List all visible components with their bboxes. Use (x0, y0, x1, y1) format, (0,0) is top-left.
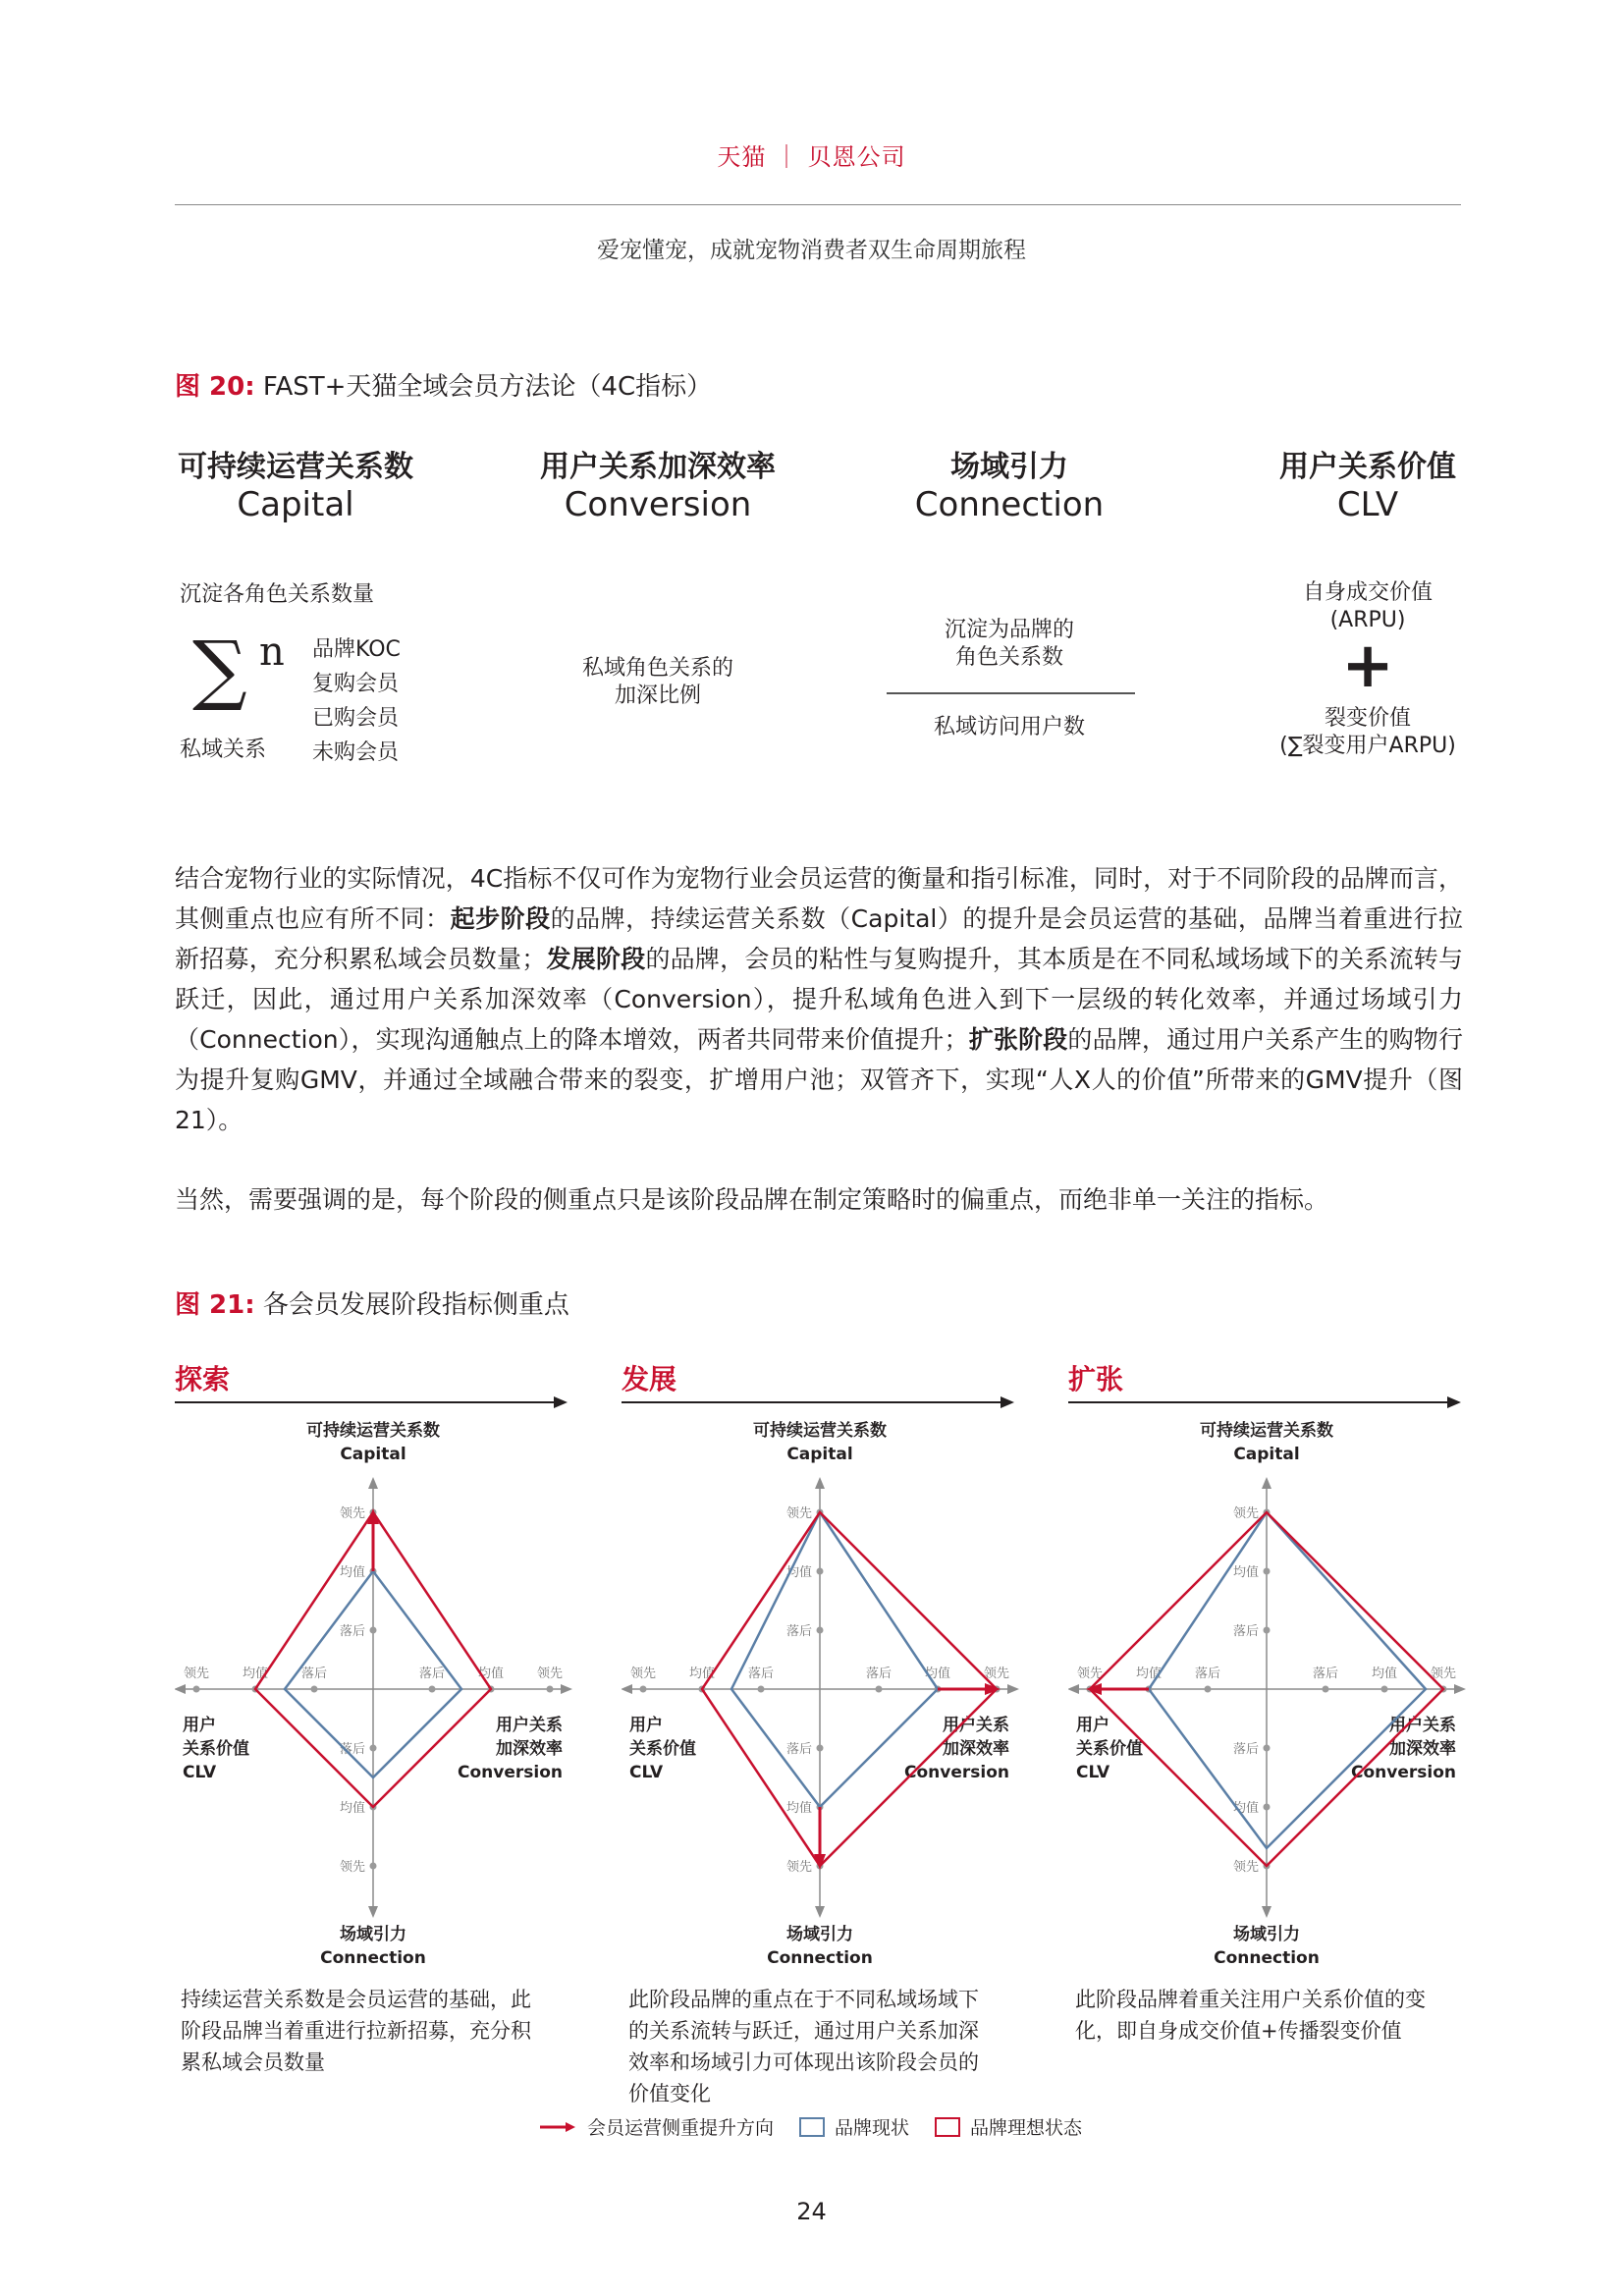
radar-chart-explore (175, 1385, 587, 1974)
axis-capital-zh: 可持续运营关系数 (753, 1421, 887, 1441)
axis-connection-en: Connection (320, 1948, 426, 1968)
tick-label: 落后 (865, 1667, 893, 1681)
axis-capital-en: Capital (340, 1445, 406, 1464)
tick-label: 落后 (1312, 1667, 1339, 1681)
p1-text: 品牌当着重进行拉新招募，充分积累私域会员数量； (175, 904, 1463, 973)
clv-fission-label: 裂变价值 (1324, 706, 1411, 731)
capital-top-text: 沉淀各角色关系数量 (180, 582, 375, 607)
col-clv-header (1206, 450, 1530, 524)
tick-label: 均值 (1371, 1667, 1398, 1681)
tick-label: 领先 (1430, 1667, 1457, 1681)
stage-title: 探索 (175, 1363, 231, 1395)
axis-arrow-right (1454, 1684, 1466, 1694)
axis-conversion-zh1: 用户关系 (943, 1716, 1009, 1735)
tick-label: 落后 (300, 1667, 328, 1681)
tick-dot (1264, 1568, 1271, 1575)
axis-arrow-up (1262, 1477, 1271, 1489)
capital-item: 品牌KOC (312, 637, 401, 662)
clv-arpu: (ARPU) (1329, 608, 1406, 632)
p1-text: 的品牌，通过用户关系产生的购物行为提升复购GMV，并通过全域融合带来的裂变，扩 (175, 1025, 1463, 1094)
capital-item: 已购会员 (312, 706, 400, 731)
tick-label: 落后 (785, 1742, 812, 1757)
col-conversion-header (496, 450, 820, 524)
axis-capital-en: Capital (786, 1445, 853, 1464)
desc-line: 累私域会员数量 (181, 2050, 325, 2074)
conversion-desc (496, 655, 820, 710)
tick-label: 领先 (785, 1860, 812, 1875)
axis-clv-en: CLV (183, 1763, 217, 1782)
axis-conversion-en: Conversion (904, 1763, 1009, 1782)
desc-line: 阶段品牌当着重进行拉新招募，充分积 (181, 2019, 531, 2043)
tick-dot (758, 1686, 765, 1693)
axis-connection-zh: 场域引力 (786, 1925, 853, 1944)
report-header: 天猫 ｜ 贝恩公司 (717, 143, 906, 171)
tick-dot (311, 1686, 318, 1693)
axis-arrow-right (561, 1684, 572, 1694)
desc-line: 此阶段品牌的重点在于不同私域场域下 (628, 1988, 979, 2011)
tick-label: 领先 (339, 1860, 365, 1875)
p1-bold-stage-expand: 扩张阶段 (968, 1025, 1068, 1054)
tick-label: 落后 (339, 1742, 365, 1757)
desc-line: 价值变化 (628, 2082, 711, 2105)
fig21-label: 图 21: (175, 1290, 255, 1320)
axis-clv-zh2: 关系价值 (629, 1739, 696, 1759)
stage-title: 扩张 (1068, 1363, 1124, 1395)
tick-label: 均值 (1232, 1565, 1259, 1580)
tick-dot (817, 1568, 824, 1575)
tick-label: 领先 (536, 1667, 564, 1681)
axis-arrow-down (1262, 1906, 1271, 1918)
col-connection-header (847, 450, 1171, 524)
stage-title: 发展 (622, 1363, 677, 1395)
tick-dot (547, 1686, 554, 1693)
axis-arrow-down (368, 1906, 378, 1918)
col-connection-zh: 场域引力 (950, 450, 1068, 484)
desc-line: 化，即自身成交价值+传播裂变价值 (1075, 2019, 1402, 2043)
axis-conversion-en: Conversion (458, 1763, 563, 1782)
fig21-title: 各会员发展阶段指标侧重点 (262, 1290, 569, 1320)
tick-dot (1264, 1627, 1271, 1634)
axis-conversion-zh2: 加深效率 (943, 1739, 1009, 1759)
tick-dot (817, 1745, 824, 1752)
radar-chart-develop (622, 1385, 1034, 1974)
col-clv-en: CLV (1336, 485, 1399, 524)
clv-arpu-label: 自身成交价值 (1302, 580, 1433, 605)
axis-clv-zh2: 关系价值 (183, 1739, 249, 1759)
stage-arrow-head (1001, 1396, 1014, 1408)
axis-arrow-up (815, 1477, 825, 1489)
sigma-n: n (259, 629, 285, 675)
capital-below-text: 私域关系 (180, 738, 267, 762)
tick-label: 落后 (747, 1667, 775, 1681)
tick-label: 均值 (924, 1667, 951, 1681)
axis-capital-en: Capital (1233, 1445, 1300, 1464)
radar-chart-expand (1068, 1385, 1481, 1974)
tick-label: 均值 (339, 1801, 365, 1816)
col-clv-zh: 用户关系价值 (1279, 450, 1456, 484)
tick-label: 均值 (688, 1667, 716, 1681)
tick-label: 领先 (1076, 1667, 1104, 1681)
fig20-title: FAST+天猫全域会员方法论（4C指标） (262, 372, 713, 402)
tick-dot (1323, 1686, 1329, 1693)
tick-label: 落后 (1194, 1667, 1221, 1681)
axis-conversion-en: Conversion (1351, 1763, 1456, 1782)
p1-text: 增用户池；双管齐下，实现“人X人的价值”所带来的GMV提升（图21）。 (175, 1066, 1464, 1134)
axis-arrow-left (1068, 1684, 1079, 1694)
col-capital-header (134, 450, 458, 524)
axis-clv-zh1: 用户 (1076, 1716, 1109, 1735)
axis-clv-zh2: 关系价值 (1076, 1739, 1143, 1759)
body-paragraph-2: 当然，需要强调的是，每个阶段的侧重点只是该阶段品牌在制定策略时的偏重点，而绝非单一关注的指标。 (175, 1185, 1329, 1214)
tick-label: 领先 (339, 1506, 365, 1521)
axis-conversion-zh2: 加深效率 (496, 1739, 563, 1759)
axis-capital-zh: 可持续运营关系数 (1200, 1421, 1333, 1441)
axis-arrow-down (815, 1906, 825, 1918)
capital-item: 复购会员 (312, 672, 400, 696)
tick-label: 领先 (1232, 1506, 1259, 1521)
p1-bold-stage-growth: 发展阶段 (546, 945, 646, 973)
col-capital-en: Capital (237, 485, 354, 524)
tick-label: 均值 (785, 1801, 812, 1816)
emphasis-arrow-head (367, 1508, 379, 1524)
tick-label: 落后 (418, 1667, 446, 1681)
tick-label: 落后 (339, 1624, 365, 1639)
tick-dot (1264, 1804, 1271, 1811)
body-paragraph-1 (175, 858, 1463, 1140)
axis-arrow-left (622, 1684, 632, 1694)
tick-label: 均值 (477, 1667, 505, 1681)
axis-connection-zh: 场域引力 (340, 1925, 406, 1944)
p1-text: 不同私域场域下的关系流转与跃迁，因此，通过用户关系加深效率（Conversion），提升私域角色进入到 (175, 945, 1463, 1013)
tick-label: 领先 (785, 1506, 812, 1521)
tick-label: 领先 (183, 1667, 210, 1681)
tick-label: 落后 (1232, 1742, 1259, 1757)
stage-arrow-head (554, 1396, 568, 1408)
ideal-legend-swatch (935, 2117, 960, 2137)
header-divider (175, 204, 1461, 205)
clv-fission-arpu: (∑裂变用户ARPU) (1279, 734, 1456, 758)
col-connection-en: Connection (914, 485, 1105, 524)
connection-denominator: 私域访问用户数 (933, 715, 1085, 739)
legend-arrow-label: 会员运营侧重提升方向 (587, 2117, 775, 2139)
report-subtitle: 爱宠懂宠，成就宠物消费者双生命周期旅程 (597, 238, 1026, 263)
p1-text: 结合宠物行业的实际情况，4C指标不仅可作为宠物行业会员运营的衡量和指引标准，同时，对于不同阶段的 (175, 864, 1340, 893)
clv-fission-value (1206, 705, 1530, 760)
clv-own-value (1206, 579, 1530, 634)
tick-dot (1264, 1745, 1271, 1752)
tick-label: 均值 (1232, 1801, 1259, 1816)
tick-dot (370, 1863, 377, 1870)
fig21-legend (538, 2113, 1082, 2140)
arrow-legend-icon (538, 2120, 577, 2134)
tick-label: 落后 (785, 1624, 812, 1639)
axis-connection-en: Connection (1214, 1948, 1320, 1968)
axis-connection-en: Connection (767, 1948, 873, 1968)
axis-arrow-left (175, 1684, 186, 1694)
connection-numerator (847, 617, 1171, 672)
axis-clv-en: CLV (629, 1763, 664, 1782)
legend-current-label: 品牌现状 (835, 2117, 910, 2139)
connection-num1: 沉淀为品牌的 (944, 618, 1074, 642)
current-legend-swatch (799, 2117, 825, 2137)
tick-label: 均值 (1135, 1667, 1163, 1681)
tick-label: 领先 (1232, 1860, 1259, 1875)
tick-dot (876, 1686, 883, 1693)
tick-dot (1381, 1686, 1388, 1693)
legend-ideal-label: 品牌理想状态 (970, 2117, 1083, 2139)
axis-arrow-up (368, 1477, 378, 1489)
tick-label: 领先 (983, 1667, 1010, 1681)
p1-text: 下一层级的转化效率，并通过场域引力（Connection），实现沟通触点上的降本增效，两者共同带来价值 (175, 985, 1463, 1054)
tick-label: 均值 (339, 1565, 365, 1580)
p1-bold-stage-start: 起步阶段 (450, 904, 551, 933)
stage-desc-expand (1075, 1984, 1468, 2047)
tick-dot (640, 1686, 647, 1693)
col-conversion-en: Conversion (564, 485, 752, 524)
axis-clv-zh1: 用户 (183, 1716, 216, 1735)
fig20-label: 图 20: (175, 372, 255, 402)
conversion-line2: 加深比例 (614, 683, 701, 708)
tick-dot (193, 1686, 200, 1693)
sigma-symbol: ∑ (192, 626, 247, 714)
col-conversion-zh: 用户关系加深效率 (540, 450, 776, 484)
axis-connection-zh: 场域引力 (1233, 1925, 1300, 1944)
tick-dot (1205, 1686, 1212, 1693)
tick-label: 均值 (785, 1565, 812, 1580)
p1-text: 品牌而言，其侧重点也应有所不同： (175, 864, 1463, 933)
desc-line: 的关系流转与跃迁，通过用户关系加深 (628, 2019, 979, 2043)
conversion-line1: 私域角色关系的 (581, 656, 733, 681)
fig20-caption (175, 366, 712, 403)
p1-text: 的品牌，持续运营关系数（Capital）的提升是会员运营的基础， (550, 904, 1264, 933)
tick-dot (817, 1627, 824, 1634)
axis-capital-zh: 可持续运营关系数 (306, 1421, 440, 1441)
stage-desc-explore (181, 1984, 573, 2078)
tick-dot (370, 1627, 377, 1634)
axis-conversion-zh1: 用户关系 (1389, 1716, 1456, 1735)
tick-label: 均值 (242, 1667, 269, 1681)
desc-line: 效率和场域引力可体现出该阶段会员的 (628, 2050, 979, 2074)
axis-conversion-zh2: 加深效率 (1389, 1739, 1456, 1759)
p1-text: 提升； (894, 1025, 969, 1054)
axis-clv-en: CLV (1076, 1763, 1110, 1782)
axis-arrow-right (1007, 1684, 1019, 1694)
axis-conversion-zh1: 用户关系 (496, 1716, 563, 1735)
fig21-caption (175, 1285, 569, 1321)
page-number: 24 (796, 2198, 827, 2225)
desc-line: 此阶段品牌着重关注用户关系价值的变 (1075, 1988, 1426, 2011)
capital-item: 未购会员 (312, 740, 400, 765)
fraction-bar (887, 692, 1135, 694)
stage-arrow-head (1447, 1396, 1461, 1408)
axis-clv-zh1: 用户 (629, 1716, 663, 1735)
tick-label: 落后 (1232, 1624, 1259, 1639)
plus-icon: + (1341, 629, 1394, 702)
tick-dot (429, 1686, 436, 1693)
tick-dot (370, 1745, 377, 1752)
p1-text: 的品牌，会员的粘性与复购提升，其本质是在 (645, 945, 1142, 973)
desc-line: 持续运营关系数是会员运营的基础，此 (181, 1988, 531, 2011)
col-capital-zh: 可持续运营关系数 (178, 450, 413, 484)
stage-desc-develop (628, 1984, 1021, 2109)
tick-label: 领先 (629, 1667, 657, 1681)
capital-items (312, 632, 401, 770)
connection-num2: 角色关系数 (954, 645, 1063, 670)
